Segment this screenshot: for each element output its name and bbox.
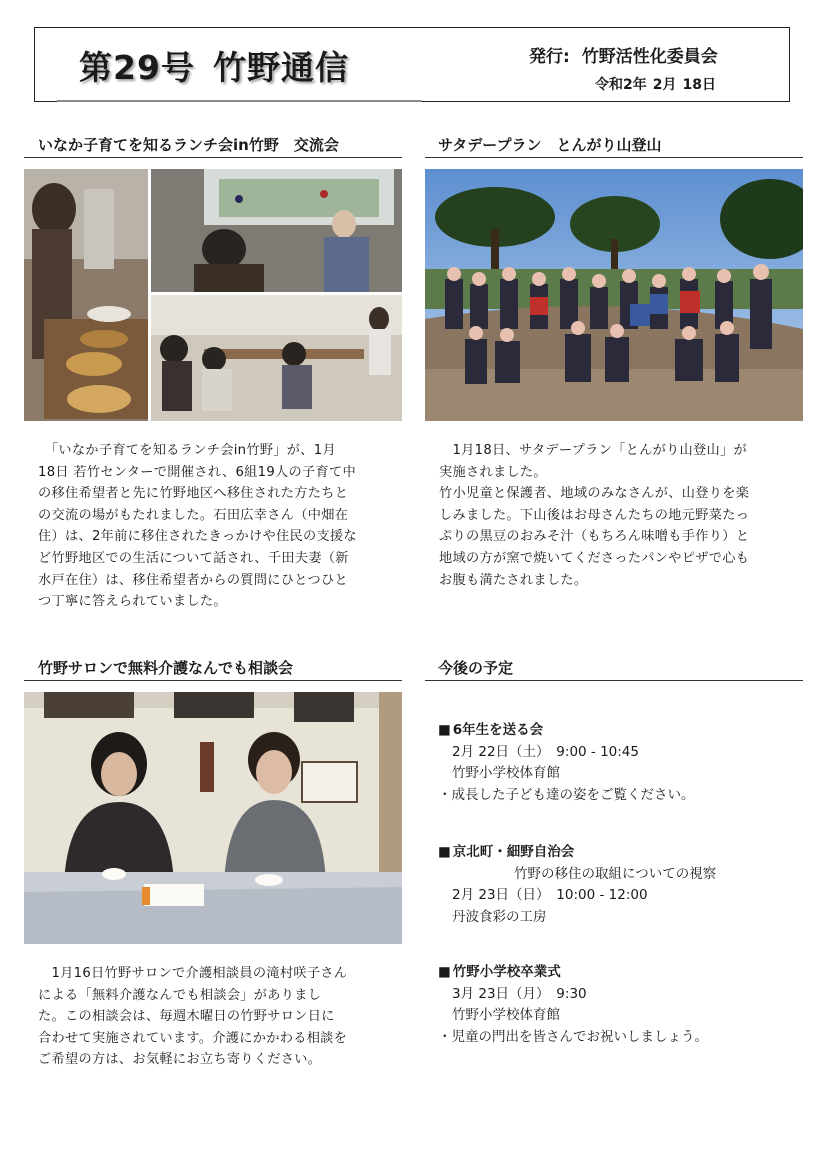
article-salon [38, 963, 400, 1071]
photo-lunch-event [24, 169, 402, 421]
article-line: 1月16日竹野サロンで介護相談員の滝村咲子さん [38, 966, 348, 981]
article-line: ど竹野地区での生活について話され、千田夫妻（新 [38, 550, 349, 566]
article-line: しみました。下山後はお母さんたちの地元野菜たっ [439, 507, 750, 523]
event-title: ■ 京北町・細野自治会 [438, 844, 575, 860]
bullet-square-icon: ■ [438, 722, 451, 738]
event-place: 竹野小学校体育館 [452, 1007, 560, 1024]
article-line: 「いなか子育てを知るランチ会in竹野」が、1月 [38, 443, 336, 458]
event-date: 3月 23日（月） 9:30 [452, 985, 587, 1002]
section-title-salon: 竹野サロンで無料介護なんでも相談会 [38, 659, 294, 677]
section-title-schedule: 今後の予定 [438, 659, 514, 677]
event-date: 2月 22日（土） 9:00 - 10:45 [452, 743, 639, 760]
photo-mountain-hike [425, 169, 803, 421]
article-line: 実施されました。 [439, 464, 547, 480]
photo-care-consultation [24, 692, 402, 944]
section-title-saturday: サタデープラン とんがり山登山 [438, 136, 662, 154]
article-saturday [439, 440, 801, 591]
article-line: お腹も満たされました。 [439, 572, 588, 588]
section-rule [24, 157, 402, 158]
newsletter-title [79, 42, 349, 89]
article-line: ぷりの黒豆のおみそ汁（もちろん味噌も手作り）と [439, 529, 750, 545]
article-line: ご希望の方は、お気軽にお立ち寄りください。 [38, 1052, 322, 1068]
schedule-event [438, 962, 708, 1048]
article-line: 水戸在住）は、移住希望者からの質問にひとつひと [38, 572, 348, 588]
publisher-name: 竹野活性化委員会 [581, 47, 718, 67]
section-rule [24, 680, 402, 681]
bullet-square-icon: ■ [438, 964, 451, 980]
publisher-label: 発行: [529, 47, 570, 67]
article-line: 竹小児童と保護者、地域のみなさんが、山登りを楽 [439, 486, 750, 502]
article-line: 住）は、2年前に移住されたきっかけや住民の支援な [38, 529, 357, 545]
article-line: 18日 若竹センターで開催され、6組19人の子育て中 [38, 464, 356, 480]
article-line: 1月18日、サタデープラン「とんがり山登山」が [439, 443, 747, 458]
schedule-event [438, 842, 716, 928]
event-note: ・児童の門出を皆さんでお祝いしましょう。 [438, 1028, 708, 1045]
bullet-square-icon: ■ [438, 844, 451, 860]
article-line: た。この相談会は、毎週木曜日の竹野サロン日に [38, 1009, 335, 1025]
newsletter-name: 竹野通信 [212, 48, 349, 87]
event-place: 丹波食彩の工房 [452, 908, 547, 925]
date-era: 令和2年 [595, 77, 647, 93]
issue-number: 第29号 [79, 48, 195, 87]
article-line: つ丁寧に答えられていました。 [38, 594, 227, 610]
event-title: ■ 竹野小学校卒業式 [438, 964, 561, 980]
date-day: 18日 [682, 77, 716, 93]
article-lunch [38, 440, 400, 613]
date-month: 2月 [652, 77, 677, 93]
event-date: 2月 23日（日） 10:00 - 12:00 [452, 887, 648, 904]
title-underline [57, 100, 422, 102]
article-line: 地域の方が窯で焼いてくださったパンやピザで心も [439, 550, 750, 566]
section-rule [425, 680, 803, 681]
article-line: による「無料介護なんでも相談会」がありまし [38, 987, 322, 1003]
article-line: の移住希望者と先に竹野地区へ移住された方たちと [38, 486, 349, 502]
article-line: の交流の場がもたれました。石田広幸さん（中畑在 [38, 507, 349, 523]
schedule-event [438, 720, 695, 806]
publisher [529, 42, 718, 67]
event-title: ■ 6年生を送る会 [438, 722, 544, 738]
section-rule [425, 157, 803, 158]
event-note: ・成長した子ども達の姿をご覧ください。 [438, 786, 695, 803]
article-line: 合わせて実施されています。介護にかかわる相談を [38, 1030, 348, 1046]
event-subtitle: 竹野の移住の取組についての視察 [514, 865, 717, 882]
masthead [34, 27, 790, 102]
event-place: 竹野小学校体育館 [452, 765, 560, 782]
publication-date [595, 74, 722, 94]
section-title-lunch: いなか子育てを知るランチ会in竹野 交流会 [38, 136, 339, 154]
